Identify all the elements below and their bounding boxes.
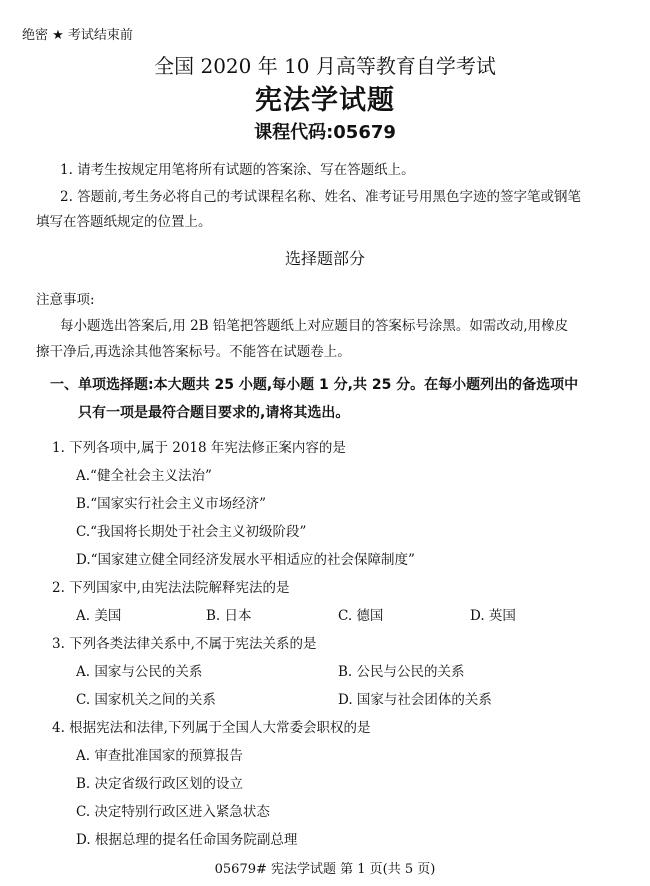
note-line: 1. 请考生按规定用笔将所有试题的答案涂、写在答题纸上。 [60,162,415,178]
question-option: A.“健全社会主义法治” [76,468,212,484]
question-stem: 4. 根据宪法和法律,下列属于全国人大常委会职权的是 [52,720,371,736]
note-line: 填写在答题纸规定的位置上。 [36,214,212,230]
note-line: 2. 答题前,考生务必将自己的考试课程名称、姓名、准考证号用黑色字迹的签字笔或钢笔 [60,189,581,205]
course-code: 课程代码:05679 [254,122,396,143]
section-title: 选择题部分 [284,249,365,268]
question-option: C.“我国将长期处于社会主义初级阶段” [76,524,307,540]
exam-title: 全国 2020 年 10 月高等教育自学考试 [154,54,496,78]
attention-text: 擦干净后,再选涂其他答案标号。不能答在试题卷上。 [36,344,351,360]
question-stem: 2. 下列国家中,由宪法法院解释宪法的是 [52,580,290,596]
question-option: C. 国家机关之间的关系 [76,692,216,708]
question-option: B. 决定省级行政区划的设立 [76,776,244,792]
part-heading: 一、单项选择题:本大题共 25 小题,每小题 1 分,共 25 分。在每小题列出的备选项中 [50,377,579,393]
question-option: D. 国家与社会团体的关系 [338,692,492,708]
question-option: B. 日本 [206,608,252,624]
subject-title: 宪法学试题 [255,85,395,116]
question-option: D. 英国 [470,608,516,624]
page-footer: 05679# 宪法学试题 第 1 页(共 5 页) [214,862,436,877]
question-option: C. 决定特别行政区进入紧急状态 [76,804,270,820]
question-option: D. 根据总理的提名任命国务院副总理 [76,832,298,848]
attention-text: 每小题选出答案后,用 2B 铅笔把答题纸上对应题目的答案标号涂黑。如需改动,用橡皮 [60,318,569,334]
question-option: A. 美国 [76,608,122,624]
part-heading: 只有一项是最符合题目要求的,请将其选出。 [78,405,350,421]
question-option: A. 国家与公民的关系 [76,664,203,680]
question-option: D.“国家建立健全同经济发展水平相适应的社会保障制度” [76,552,415,568]
question-stem: 3. 下列各类法律关系中,不属于宪法关系的是 [52,636,317,652]
question-stem: 1. 下列各项中,属于 2018 年宪法修正案内容的是 [52,440,346,456]
confidential-mark: 绝密 ★ 考试结束前 [22,28,133,43]
question-option: C. 德国 [338,608,384,624]
attention-label: 注意事项: [36,292,95,308]
question-option: B.“国家实行社会主义市场经济” [76,496,267,512]
question-option: A. 审查批准国家的预算报告 [76,748,243,764]
question-option: B. 公民与公民的关系 [338,664,465,680]
